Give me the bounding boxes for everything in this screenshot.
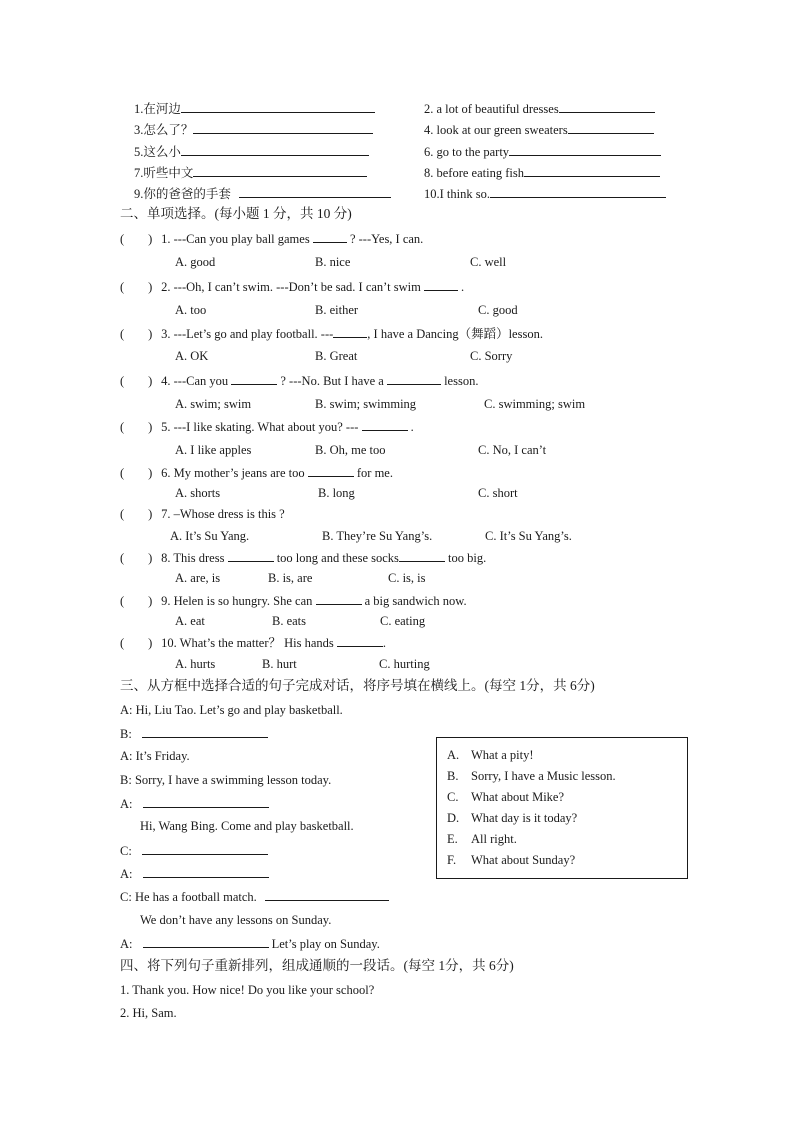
answer-blank[interactable] bbox=[362, 418, 408, 431]
answer-blank[interactable] bbox=[399, 549, 445, 562]
vocab-item-10: 10.I think so. bbox=[424, 185, 666, 202]
option-c[interactable]: C. eating bbox=[380, 614, 426, 628]
answer-blank[interactable] bbox=[143, 865, 269, 878]
option-a[interactable]: A. swim; swim bbox=[175, 397, 252, 411]
option-c[interactable]: C. It’s Su Yang’s. bbox=[485, 529, 572, 543]
option-c[interactable]: C. Sorry bbox=[470, 349, 513, 363]
vocab-item-9: 9.你的爸爸的手套 bbox=[134, 185, 391, 202]
dialogue-line-10: We don’t have any lessons on Sunday. bbox=[140, 913, 332, 927]
sentence-2: 2. Hi, Sam. bbox=[120, 1006, 177, 1020]
answer-blank[interactable] bbox=[193, 164, 367, 177]
dialogue-line-11: A: Let’s play on Sunday. bbox=[120, 937, 380, 951]
answer-blank[interactable] bbox=[387, 372, 441, 385]
option-b[interactable]: B. Oh, me too bbox=[315, 443, 386, 457]
vocab-item-4: 4. look at our green sweaters bbox=[424, 121, 654, 138]
vocab-item-5: 5.这么小 bbox=[134, 143, 369, 160]
dialogue-line-3: A: It’s Friday. bbox=[120, 749, 190, 763]
option-a[interactable]: A. OK bbox=[175, 349, 209, 363]
vocab-item-1: 1.在河边 bbox=[134, 100, 375, 117]
answer-blank[interactable] bbox=[181, 143, 369, 156]
box-option-c: C. What about Mike? bbox=[447, 790, 565, 804]
option-c[interactable]: C. is, is bbox=[388, 571, 426, 585]
answer-blank[interactable] bbox=[239, 185, 391, 198]
dialogue-line-5: A: bbox=[120, 795, 269, 812]
option-a[interactable]: A. shorts bbox=[175, 486, 221, 500]
dialogue-line-4: B: Sorry, I have a swimming lesson today. bbox=[120, 773, 332, 787]
option-b[interactable]: B. nice bbox=[315, 255, 351, 269]
option-b[interactable]: B. eats bbox=[272, 614, 307, 628]
option-b[interactable]: B. swim; swimming bbox=[315, 397, 417, 411]
options-box bbox=[436, 737, 688, 879]
question-8: ( ) 8. This dress too long and these socks too big. bbox=[120, 551, 487, 565]
option-a[interactable]: A. I like apples bbox=[175, 443, 252, 457]
question-9: ( ) 9. Helen is so hungry. She can a big sandwich now. bbox=[120, 594, 467, 608]
option-a[interactable]: A. eat bbox=[175, 614, 205, 628]
answer-blank[interactable] bbox=[193, 121, 373, 134]
answer-blank[interactable] bbox=[142, 725, 268, 738]
option-c[interactable]: C. No, I can’t bbox=[478, 443, 547, 457]
option-b[interactable]: B. long bbox=[318, 486, 355, 500]
question-1: ( ) 1. ---Can you play ball games ? ---Yes, I can. bbox=[120, 232, 424, 246]
answer-blank[interactable] bbox=[313, 230, 347, 243]
dialogue-line-9: C: He has a football match. bbox=[120, 888, 389, 905]
box-option-a: A. What a pity! bbox=[447, 748, 534, 762]
dialogue-line-6: Hi, Wang Bing. Come and play basketball. bbox=[140, 819, 354, 833]
answer-blank[interactable] bbox=[265, 888, 389, 901]
option-c[interactable]: C. good bbox=[478, 303, 518, 317]
sentence-1: 1. Thank you. How nice! Do you like your school? bbox=[120, 983, 375, 997]
question-3: ( ) 3. ---Let’s go and play football. --- , I have a Dancing（舞蹈）lesson. bbox=[120, 327, 543, 341]
vocab-item-8: 8. before eating fish bbox=[424, 164, 660, 181]
question-10: ( ) 10. What’s the matter？ His hands . bbox=[120, 636, 387, 650]
section-4-heading: 四、将下列句子重新排列，组成通顺的一段话。(每空 1分，共 6分) bbox=[120, 958, 514, 973]
answer-blank[interactable] bbox=[509, 143, 661, 156]
dialogue-line-1: A: Hi, Liu Tao. Let’s go and play basketball. bbox=[120, 703, 343, 717]
answer-blank[interactable] bbox=[308, 464, 354, 477]
answer-blank[interactable] bbox=[424, 278, 458, 291]
vocab-item-3: 3.怎么了？ bbox=[134, 121, 373, 138]
question-5: ( ) 5. ---I like skating. What about you? --- . bbox=[120, 420, 414, 434]
vocab-item-7: 7.听些中文 bbox=[134, 164, 367, 181]
vocab-item-2: 2. a lot of beautiful dresses bbox=[424, 100, 655, 117]
option-a[interactable]: A. It’s Su Yang. bbox=[170, 529, 250, 543]
answer-blank[interactable] bbox=[524, 164, 660, 177]
box-option-d: D. What day is it today? bbox=[447, 811, 578, 825]
option-b[interactable]: B. hurt bbox=[262, 657, 297, 671]
option-b[interactable]: B. is, are bbox=[268, 571, 313, 585]
answer-blank[interactable] bbox=[490, 185, 666, 198]
option-c[interactable]: C. hurting bbox=[379, 657, 430, 671]
answer-blank[interactable] bbox=[228, 549, 274, 562]
answer-blank[interactable] bbox=[142, 842, 268, 855]
answer-blank[interactable] bbox=[143, 935, 269, 948]
dialogue-line-2: B: bbox=[120, 725, 268, 742]
answer-blank[interactable] bbox=[143, 795, 269, 808]
answer-blank[interactable] bbox=[568, 121, 654, 134]
option-b[interactable]: B. They’re Su Yang’s. bbox=[322, 529, 433, 543]
question-7: ( ) 7. –Whose dress is this ? bbox=[120, 507, 285, 521]
answer-blank[interactable] bbox=[559, 100, 655, 113]
option-a[interactable]: A. hurts bbox=[175, 657, 216, 671]
dialogue-line-8: A: bbox=[120, 865, 269, 882]
section-3-heading: 三、从方框中选择合适的句子完成对话，将序号填在横线上。(每空 1分，共 6分) bbox=[120, 678, 595, 693]
answer-blank[interactable] bbox=[181, 100, 375, 113]
option-c[interactable]: C. swimming; swim bbox=[484, 397, 586, 411]
option-c[interactable]: C. short bbox=[478, 486, 518, 500]
box-option-e: E. All right. bbox=[447, 832, 517, 846]
option-a[interactable]: A. are, is bbox=[175, 571, 221, 585]
option-b[interactable]: B. Great bbox=[315, 349, 358, 363]
option-b[interactable]: B. either bbox=[315, 303, 359, 317]
question-2: ( ) 2. ---Oh, I can’t swim. ---Don’t be sad. I can’t swim . bbox=[120, 280, 465, 294]
answer-blank[interactable] bbox=[316, 592, 362, 605]
question-6: ( ) 6. My mother’s jeans are too for me. bbox=[120, 466, 393, 480]
option-a[interactable]: A. too bbox=[175, 303, 207, 317]
option-a[interactable]: A. good bbox=[175, 255, 216, 269]
box-option-b: B. Sorry, I have a Music lesson. bbox=[447, 769, 616, 783]
dialogue-line-7: C: bbox=[120, 842, 268, 859]
vocab-item-6: 6. go to the party bbox=[424, 143, 661, 160]
option-c[interactable]: C. well bbox=[470, 255, 507, 269]
question-4: ( ) 4. ---Can you ? ---No. But I have a lesson. bbox=[120, 374, 479, 388]
box-option-f: F. What about Sunday? bbox=[447, 853, 576, 867]
answer-blank[interactable] bbox=[333, 325, 367, 338]
answer-blank[interactable] bbox=[337, 634, 383, 647]
answer-blank[interactable] bbox=[231, 372, 277, 385]
section-2-heading: 二、单项选择。(每小题 1 分，共 10 分) bbox=[120, 206, 352, 221]
